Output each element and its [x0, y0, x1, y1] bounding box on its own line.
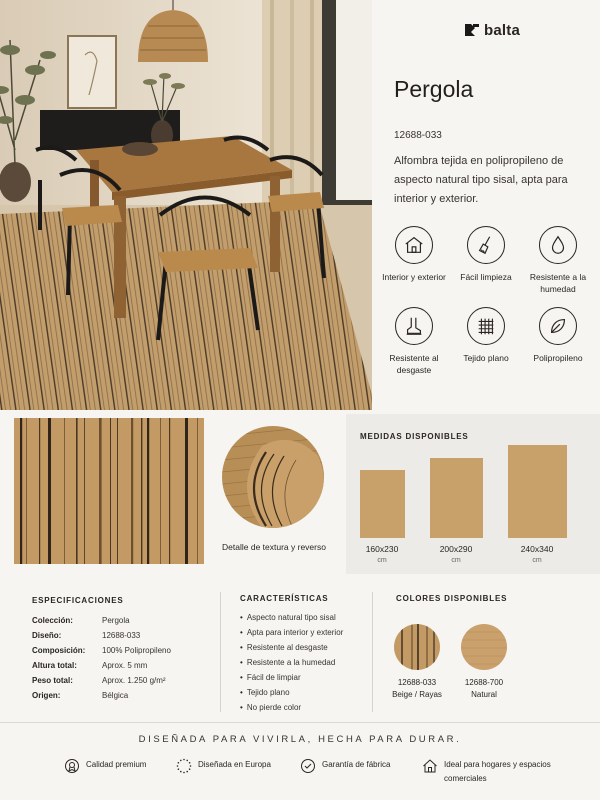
- badge-label: Diseñada en Europa: [198, 760, 271, 769]
- spec-key: Composición:: [32, 646, 86, 655]
- home-icon: [422, 758, 438, 774]
- badge-label: Ideal para hogares y espacios comerciales: [444, 760, 551, 783]
- characteristic-item: • Resistente al desgaste: [240, 643, 328, 653]
- characteristic-item: • Apta para interior y exterior: [240, 628, 343, 638]
- product-info-panel: [372, 0, 600, 410]
- texture-swatch-image: [14, 418, 204, 564]
- spec-row: [32, 646, 202, 656]
- size-value: 200x290: [439, 544, 473, 554]
- hero-room-photo: [0, 0, 372, 410]
- feature-label: Resistente a la humedad: [529, 272, 587, 294]
- badge-designed-europe: [176, 758, 271, 774]
- characteristic-item: • Fácil de limpiar: [240, 673, 301, 683]
- characteristic-item: • Tejido plano: [240, 688, 290, 698]
- color-name: Beige / Rayas: [392, 690, 442, 699]
- spec-key: Colección:: [32, 616, 73, 625]
- shield-check-icon: [300, 758, 316, 774]
- specs-title: ESPECIFICACIONES: [32, 596, 124, 605]
- color-swatch-natural[interactable]: [461, 624, 507, 670]
- feature-wear-resistant: [378, 307, 450, 376]
- section-divider: [220, 592, 221, 712]
- foot-icon: [403, 315, 425, 337]
- color-code: 12688-033: [397, 678, 437, 687]
- badge-homes-commercial: [422, 758, 562, 786]
- texture-detail-image: [222, 426, 324, 528]
- rug-size-swatch: [360, 470, 405, 538]
- characteristic-item: • Aspecto natural tipo sisal: [240, 613, 336, 623]
- brand-name: balta: [483, 22, 520, 39]
- size-label: [421, 544, 491, 566]
- product-title: Pergola: [394, 76, 474, 102]
- characteristic-item: • No pierde color: [240, 703, 301, 713]
- product-code: 12688-033: [394, 130, 442, 141]
- product-description: Alfombra tejida en polipropileno de aspecto natural tipo sisal, apta para interior y exterior.: [394, 155, 568, 205]
- badge-label: Garantía de fábrica: [322, 760, 391, 769]
- weave-grid-icon: [475, 315, 497, 337]
- feature-easy-cleaning: [450, 226, 522, 295]
- size-value: 160x230: [365, 544, 399, 554]
- color-code: 12688-700: [464, 678, 504, 687]
- characteristics-title: CARACTERÍSTICAS: [240, 594, 329, 603]
- spec-value: Bélgica: [102, 691, 129, 700]
- spec-key: Diseño:: [32, 631, 62, 640]
- spec-row: [32, 616, 202, 626]
- spec-value: 100% Polipropileno: [102, 646, 171, 655]
- feature-icon-grid: [378, 226, 594, 376]
- feature-polypropylene: [522, 307, 594, 376]
- color-name: Natural: [471, 690, 497, 699]
- feature-label: Polipropileno: [533, 353, 583, 363]
- badge-premium-quality: [64, 758, 146, 774]
- spec-row: [32, 631, 202, 641]
- brush-icon: [475, 234, 497, 256]
- texture-detail-label: Detalle de textura y reverso: [222, 542, 326, 552]
- spec-key: Altura total:: [32, 661, 77, 670]
- award-icon: [64, 758, 80, 774]
- rug-size-swatch: [508, 445, 567, 538]
- rug-size-swatch: [430, 458, 483, 538]
- size-unit: cm: [451, 557, 461, 564]
- footer-divider: [0, 722, 600, 723]
- spec-key: Origen:: [32, 691, 61, 700]
- sizes-panel: [346, 414, 600, 574]
- eu-stars-icon: [176, 758, 192, 774]
- spec-row: [32, 676, 202, 686]
- feature-moisture-resistant: [522, 226, 594, 295]
- water-drop-icon: [547, 234, 569, 256]
- size-value: 240x340: [520, 544, 554, 554]
- spec-value: Aprox. 1.250 g/m²: [102, 676, 166, 685]
- feature-indoor-outdoor: [378, 226, 450, 295]
- leaf-icon: [547, 315, 569, 337]
- badge-label: Calidad premium: [86, 760, 147, 769]
- color-swatch-beige-stripes[interactable]: [394, 624, 440, 670]
- spec-key: Peso total:: [32, 676, 73, 685]
- size-unit: cm: [532, 557, 542, 564]
- feature-label: Fácil limpieza: [460, 272, 512, 282]
- balta-logo-icon: [465, 24, 479, 38]
- size-unit: cm: [377, 557, 387, 564]
- color-label: [444, 677, 524, 701]
- characteristic-item: • Resistente a la humedad: [240, 658, 335, 668]
- spec-value: 12688-033: [102, 631, 141, 640]
- colors-title: COLORES DISPONIBLES: [396, 594, 508, 603]
- brand-logo: [465, 22, 520, 39]
- size-label: [347, 544, 417, 566]
- feature-label: Resistente al desgaste: [389, 353, 439, 375]
- size-label: [502, 544, 572, 566]
- spec-row: [32, 661, 202, 671]
- section-divider: [372, 592, 373, 712]
- spec-value: Aprox. 5 mm: [102, 661, 148, 670]
- feature-label: Tejido plano: [463, 353, 509, 363]
- house-icon: [403, 234, 425, 256]
- spec-row: [32, 691, 202, 701]
- feature-flat-weave: [450, 307, 522, 376]
- feature-label: Interior y exterior: [382, 272, 446, 282]
- spec-value: Pergola: [102, 616, 130, 625]
- tagline: DISEÑADA PARA VIVIRLA, HECHA PARA DURAR.: [138, 734, 462, 745]
- badge-factory-warranty: [300, 758, 390, 774]
- sizes-title: MEDIDAS DISPONIBLES: [360, 432, 469, 441]
